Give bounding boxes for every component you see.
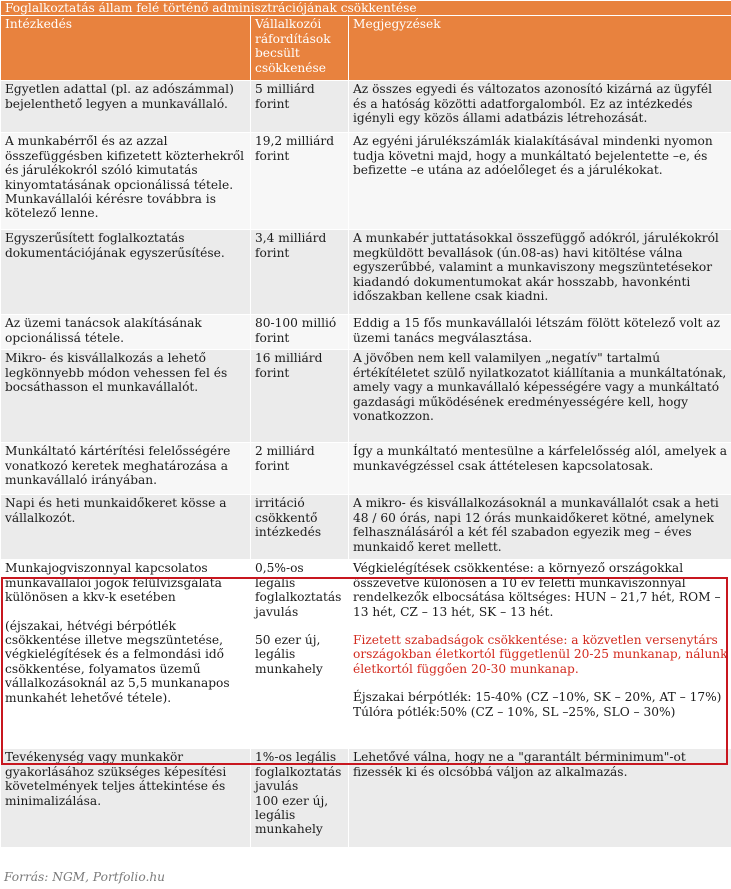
table-row bbox=[1, 315, 731, 350]
header-savings: Vállalkozói ráfordítások becsült csökkenése bbox=[251, 16, 349, 81]
notes-cell: Eddig a 15 fős munkavállalói létszám fölött kötelező volt az üzemi tanács megválasztása. bbox=[349, 315, 731, 350]
measure-cell: A munkabérről és az azzal összefüggésben kifizetett közterhekről és járulékokról szóló kimutatás kinyomtatásának opcionálissá tétele. Munkavállalói kérésre továbbra is kötelező lenne. bbox=[1, 133, 251, 230]
notes-highlight-text: Fizetett szabadságok csökkentése: a közvetlen versenytárs országokban életkortól függetlenül 20-25 munkanap, nálunk életkortól függően 20-30 munkanap. bbox=[353, 633, 728, 676]
notes-cell: A mikro- és kisvállalkozásoknál a munkavállalót csak a heti 48 / 60 órás, napi 12 órás munkaidőkeret kötné, amelynek felhasználásáról a két fél szabadon egyezik meg – éves munkaidő keret mellett. bbox=[349, 495, 731, 560]
header-notes: Megjegyzések bbox=[349, 16, 731, 81]
measure-cell bbox=[1, 560, 251, 749]
header-measure: Intézkedés bbox=[1, 16, 251, 81]
measure-cell: Napi és heti munkaidőkeret kösse a vállalkozót. bbox=[1, 495, 251, 560]
notes-cell: Így a munkáltató mentesülne a kárfelelősség alól, amelyek a munkavégzéssel csak áttételesen kapcsolatosak. bbox=[349, 443, 731, 495]
savings-cell bbox=[251, 749, 349, 848]
savings-cell bbox=[251, 560, 349, 749]
notes-cell: A jövőben nem kell valamilyen „negatív" tartalmú értékítéletet szülő nyilatkozatot kiállítania a munkáltatónak, amely vagy a munkavállaló képességére vagy a munkáltató gazdasági működésének eredményességére kell, hogy vonatkozzon. bbox=[349, 350, 731, 443]
measure-cell: Munkáltató kártérítési felelősségére vonatkozó keretek meghatározása a munkavállaló irányában. bbox=[1, 443, 251, 495]
savings-cell: 2 milliárd forint bbox=[251, 443, 349, 495]
savings-cell: 16 milliárd forint bbox=[251, 350, 349, 443]
highlighted-table-row bbox=[1, 560, 731, 749]
measure-cell: Mikro- és kisvállalkozás a lehető legkönnyebb módon vehessen fel és bocsáthasson el munkavállalót. bbox=[1, 350, 251, 443]
savings-text: 0,5%-os legális foglalkoztatás javulás bbox=[255, 561, 342, 619]
measure-cell: Egyszerűsített foglalkoztatás dokumentációjának egyszerűsítése. bbox=[1, 230, 251, 315]
notes-cell: Az összes egyedi és változatos azonosító kizárná az ügyfél és a hatóság közötti adatforgalomból. Ez az intézkedés igényli egy közös állami adatbázis létrehozását. bbox=[349, 81, 731, 133]
notes-text-4: Túlóra pótlék:50% (CZ – 10%, SL –25%, SLO – 30%) bbox=[353, 704, 676, 719]
notes-text: Végkielégítések csökkentése: a környező országokkal összevetve különösen a 10 év feletti munkaviszonnyal rendelkezők elbocsátása költséges: HUN – 21,7 hét, ROM – 13 hét, CZ – 13 hét, SK – 13 hét. bbox=[353, 561, 721, 619]
measure-cell: Egyetlen adattal (pl. az adószámmal) bejelenthető legyen a munkavállaló. bbox=[1, 81, 251, 133]
measure-cell: Tevékenység vagy munkakör gyakorlásához szükséges képesítési követelmények teljes áttekintése és minimalizálása. bbox=[1, 749, 251, 848]
table-title: Foglalkoztatás állam felé történő adminisztrációjának csökkentése bbox=[1, 1, 731, 16]
notes-cell: Az egyéni járulékszámlák kialakításával mindenki nyomon tudja követni majd, hogy a munkáltató bejelentette –e, és befizette –e utána az adóelőleget és a járulékokat. bbox=[349, 133, 731, 230]
table-row bbox=[1, 133, 731, 230]
savings-cell: 19,2 milliárd forint bbox=[251, 133, 349, 230]
notes-text-3: Éjszakai bérpótlék: 15-40% (CZ –10%, SK – 20%, AT – 17%) bbox=[353, 690, 722, 705]
table-row bbox=[1, 443, 731, 495]
measure-detail: (éjszakai, hétvégi bérpótlék csökkentése illetve megszüntetése, végkielégítések és a felmondási idő csökkentése, folyamatos üzemű vállalkozásoknál az 5,5 munkanapos munkahét lehetővé tétele). bbox=[5, 618, 230, 705]
source-note: Forrás: NGM, Portfolio.hu bbox=[4, 870, 166, 884]
measure-cell: Az üzemi tanácsok alakításának opcionálissá tétele. bbox=[1, 315, 251, 350]
notes-cell: A munkabér juttatásokkal összefüggő adókról, járulékokról megküldött bevallások (ún.08-as) havi kitöltése válna egyszerűbbé, valamint a munkaviszony megszüntetésekor kiadandó dokumentumokat akár hosszabb, havonkénti időszakban kellene csak kiadni. bbox=[349, 230, 731, 315]
table-row bbox=[1, 350, 731, 443]
notes-cell bbox=[349, 560, 731, 749]
savings-cell: 3,4 milliárd forint bbox=[251, 230, 349, 315]
table-row bbox=[1, 495, 731, 560]
measure-text: Munkajogviszonnyal kapcsolatos munkavállalói jogok felülvizsgálata különösen a kkv-k esetében bbox=[5, 561, 222, 605]
savings-cell: 5 milliárd forint bbox=[251, 81, 349, 133]
savings-cell: irritáció csökkentő intézkedés bbox=[251, 495, 349, 560]
table-row bbox=[1, 230, 731, 315]
notes-cell: Lehetővé válna, hogy ne a "garantált bérminimum"-ot fizessék ki és olcsóbbá váljon az alkalmazás. bbox=[349, 749, 731, 848]
table-row bbox=[1, 749, 731, 848]
savings-cell: 80-100 millió forint bbox=[251, 315, 349, 350]
table-row bbox=[1, 81, 731, 133]
savings-text: 1%-os legális foglalkoztatás javulás bbox=[255, 750, 342, 794]
savings-text-2: 50 ezer új, legális munkahely bbox=[255, 633, 323, 676]
savings-text-2: 100 ezer új, legális munkahely bbox=[255, 793, 329, 837]
